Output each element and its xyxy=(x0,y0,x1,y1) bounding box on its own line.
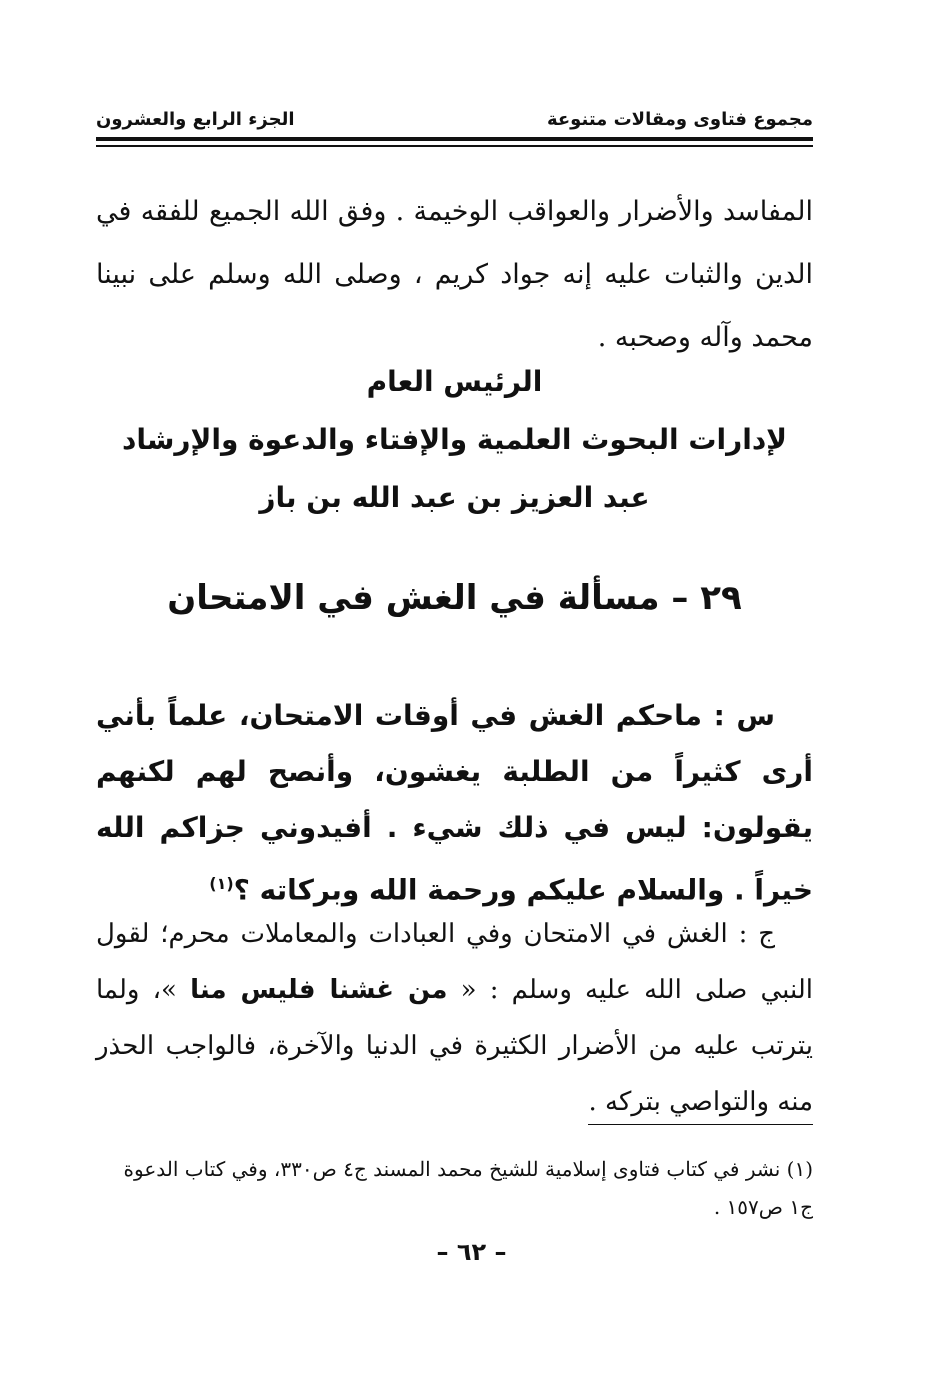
page-number: – ٦٢ – xyxy=(436,1238,507,1266)
header-collection-title: مجموع فتاوى ومقالات متنوعة xyxy=(546,109,813,130)
section-title: ٢٩ – مسألة في الغش في الامتحان xyxy=(167,578,742,618)
signature-name: عبد العزيز بن عبد الله بن باز xyxy=(259,481,650,514)
intro-paragraph: المفاسد والأضرار والعواقب الوخيمة . وفق الله الجميع للفقه في الدين والثبات عليه إنه جواد كريم ، وصلى الله وسلم على نبينا محمد وآله وصحبه . xyxy=(96,196,813,353)
answer-text-end: »، ولما يترتب عليه من الأضرار الكثيرة في الدنيا والآخرة، فالواجب الحذر منه والتواصي بتركه . xyxy=(96,975,813,1117)
header-volume-title: الجزء الرابع والعشرون xyxy=(96,109,295,130)
question-block xyxy=(96,688,813,918)
footnote-text: (١) نشر في كتاب فتاوى إسلامية للشيخ محمد المسند ج٤ ص٣٣٠، وفي كتاب الدعوة ج١ ص١٥٧ . xyxy=(123,1157,813,1219)
answer-text-start: ج : الغش في الامتحان وفي العبادات والمعاملات محرم؛ لقول النبي صلى الله عليه وسلم : « xyxy=(96,919,813,1005)
section-title-block xyxy=(96,578,813,618)
footnote-separator xyxy=(588,1124,813,1125)
signature-block xyxy=(96,362,813,526)
footnote-block xyxy=(96,1150,813,1226)
footnote-marker: (١) xyxy=(209,874,234,893)
question-text: س : ماحكم الغش في أوقات الامتحان، علماً بأني أرى كثيراً من الطلبة يغشون، وأنصح لهم لكنهم يقولون: ليس في ذلك شيء . أفيدوني جزاكم الله خيراً . والسلام عليكم ورحمة الله وبركاته ؟ xyxy=(96,699,813,907)
header-rule-thin xyxy=(96,145,813,147)
running-header xyxy=(96,100,813,130)
answer-hadith: من غشنا فليس منا xyxy=(190,975,448,1005)
signature-title: الرئيس العام xyxy=(366,365,543,398)
header-rule-thick xyxy=(96,137,813,141)
answer-block xyxy=(96,906,813,1130)
question-paragraph xyxy=(96,688,813,918)
signature-department: لإدارات البحوث العلمية والإفتاء والدعوة والإرشاد xyxy=(121,423,788,456)
intro-block xyxy=(96,180,813,369)
answer-paragraph xyxy=(96,906,813,1130)
